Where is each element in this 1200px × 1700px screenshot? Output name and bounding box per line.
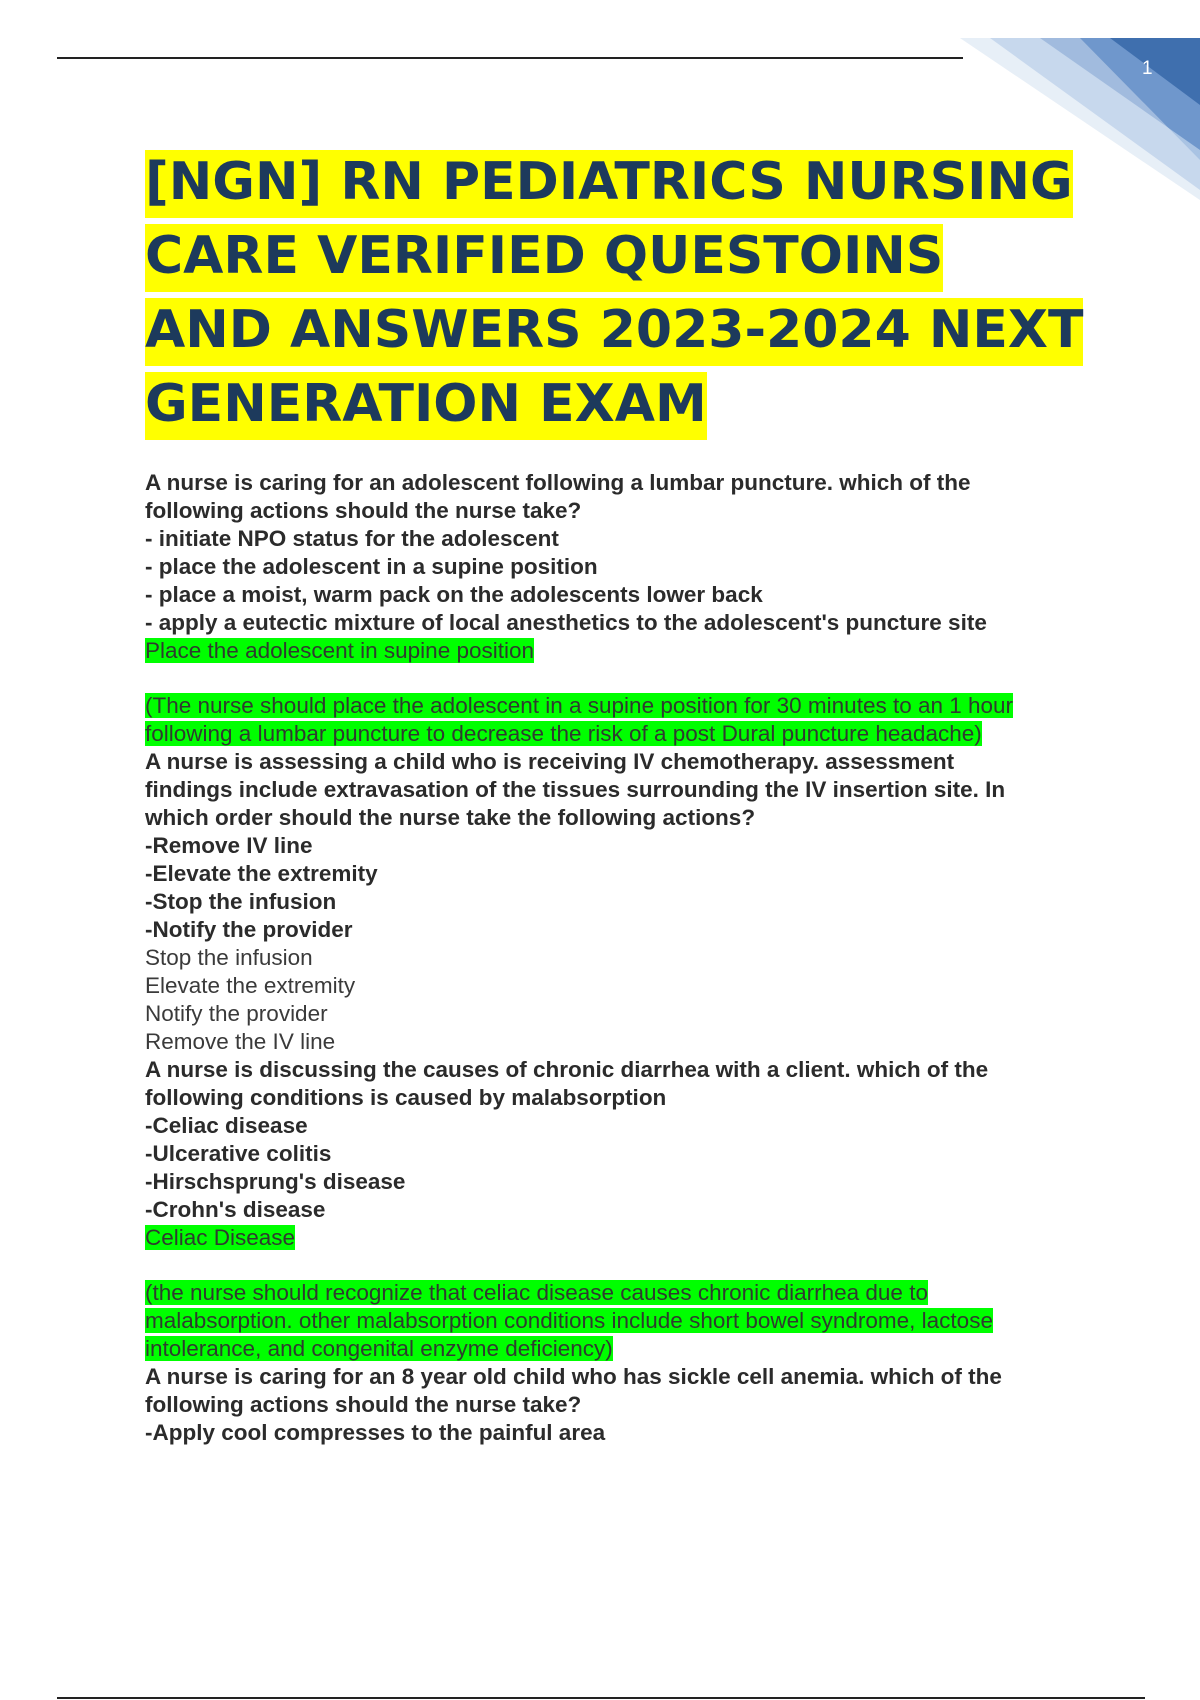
- q2-option: -Remove IV line: [145, 833, 313, 858]
- q3-option: -Ulcerative colitis: [145, 1141, 332, 1166]
- q1-rationale-line: following a lumbar puncture to decrease the risk of a post Dural puncture headache): [145, 721, 982, 746]
- title-line-3: AND ANSWERS 2023-2024 NEXT: [145, 298, 1083, 366]
- q1-question-line: A nurse is caring for an adolescent following a lumbar puncture. which of the: [145, 470, 971, 495]
- q1-rationale-line: (The nurse should place the adolescent in a supine position for 30 minutes to an 1 hour: [145, 693, 1014, 718]
- page-number: 1: [1142, 58, 1153, 79]
- q4-question-line: A nurse is caring for an 8 year old child who has sickle cell anemia. which of the: [145, 1364, 1002, 1389]
- q3-question-line: A nurse is discussing the causes of chronic diarrhea with a client. which of the: [145, 1057, 989, 1082]
- q2-option: -Stop the infusion: [145, 889, 337, 914]
- q2-option: -Elevate the extremity: [145, 861, 378, 886]
- document-title: [145, 145, 1085, 441]
- q2-answer-step: Remove the IV line: [145, 1029, 336, 1054]
- q1-option: - apply a eutectic mixture of local anesthetics to the adolescent's puncture site: [145, 610, 987, 635]
- q3-question-line: following conditions is caused by malabsorption: [145, 1085, 667, 1110]
- q2-question-line: which order should the nurse take the following actions?: [145, 805, 756, 830]
- spacer: [145, 1252, 1080, 1279]
- q4-question-line: following actions should the nurse take?: [145, 1392, 582, 1417]
- q3-answer: Celiac Disease: [145, 1225, 296, 1250]
- q1-question-line: following actions should the nurse take?: [145, 498, 582, 523]
- title-line-4: GENERATION EXAM: [145, 372, 707, 440]
- q1-option: - place the adolescent in a supine position: [145, 554, 598, 579]
- q2-question-line: A nurse is assessing a child who is receiving IV chemotherapy. assessment: [145, 749, 955, 774]
- q2-option: -Notify the provider: [145, 917, 353, 942]
- title-line-2: CARE VERIFIED QUESTOINS: [145, 224, 943, 292]
- q2-answer-step: Notify the provider: [145, 1001, 328, 1026]
- footer-rule: [57, 1697, 1145, 1699]
- q1-option: - initiate NPO status for the adolescent: [145, 526, 559, 551]
- q1-option: - place a moist, warm pack on the adolescents lower back: [145, 582, 763, 607]
- document-body: [145, 469, 1080, 1447]
- q2-answer-step: Elevate the extremity: [145, 973, 356, 998]
- title-line-1: [NGN] RN PEDIATRICS NURSING: [145, 150, 1073, 218]
- q3-rationale-line: intolerance, and congenital enzyme deficiency): [145, 1336, 613, 1361]
- q3-option: -Hirschsprung's disease: [145, 1169, 406, 1194]
- spacer: [145, 665, 1080, 692]
- q2-answer-step: Stop the infusion: [145, 945, 313, 970]
- q4-option: -Apply cool compresses to the painful area: [145, 1420, 606, 1445]
- q3-rationale-line: (the nurse should recognize that celiac disease causes chronic diarrhea due to: [145, 1280, 928, 1305]
- q3-rationale-line: malabsorption. other malabsorption conditions include short bowel syndrome, lactose: [145, 1308, 993, 1333]
- header-rule: [57, 57, 963, 59]
- q2-question-line: findings include extravasation of the tissues surrounding the IV insertion site. In: [145, 777, 1006, 802]
- q3-option: -Crohn's disease: [145, 1197, 326, 1222]
- q1-answer: Place the adolescent in supine position: [145, 638, 535, 663]
- q3-option: -Celiac disease: [145, 1113, 308, 1138]
